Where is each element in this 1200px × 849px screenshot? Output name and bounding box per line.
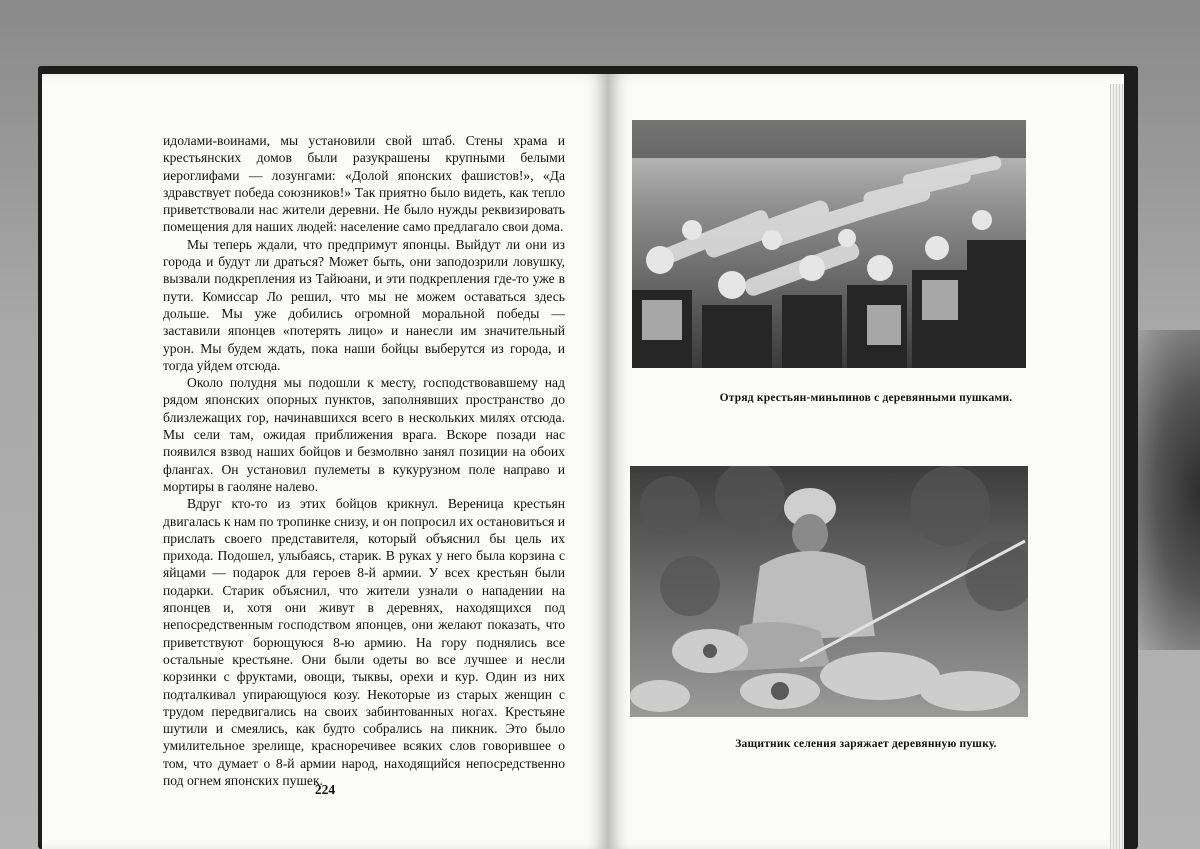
open-book: [38, 66, 1138, 849]
page-edges: [1110, 84, 1124, 849]
photo-peasant-detachment: [632, 120, 1026, 368]
right-page: [608, 74, 1124, 849]
left-page: [42, 74, 608, 849]
photo-1-caption: Отряд крестьян-миньпинов с деревянными пушками.: [719, 392, 1013, 404]
paragraph: Около полудня мы подошли к месту, господствовавшему над рядом японских опорных пунктов, заполнявших пространство до близлежащих гор, начинавшихся всего в нескольких милях отсюда. Мы сели там, ожидая приближения врага. Вскоре позади нас появился взвод наших бойцов и безмолвно занял позиции на обоих флангах. Он установил пулеметы в кукурузном поле направо и мортиры в гаоляне налево.: [163, 375, 565, 494]
paragraph: Мы теперь ждали, что предпримут японцы. Выйдут ли они из города и будут ли драться? Может быть, они заподозрили ловушку, вызвали подкрепления из Тайюани, и эти подкрепления где-то уже в пути. Комиссар Ло решил, что мы не можем оставаться здесь дольше. Мы уже добились огромной моральной победы — заставили японцев «потерять лицо» и нанесли им значительный урон. Мы будем ждать, пока наши бойцы выберутся из города, и тогда уйдем отсюда.: [163, 236, 565, 373]
paragraph: Вдруг кто-то из этих бойцов крикнул. Вереница крестьян двигалась к нам по тропинке снизу, и он попросил их остановиться и прислать своего представителя, который объяснил бы цель их прихода. Подошел, улыбаясь, старик. В руках у него была корзина с яйцами — подарок для героев 8-й армии. У всех крестьян были подарки. Старик объяснил, что жители узнали о нападении на японцев и, хотя они живут в деревнях, находящихся под непосредственным господством японцев, они желают показать, что приветствуют борющуюся 8-ю армию. На гору поднялись все остальные крестьяне. Они были одеты во все лучшее и несли корзинки с фруктами, овощи, тыквы, орехи и кур. Один из них подталкивал упирающуюся козу. Некоторые из старых женщин с трудом передвигались на своих забинтованных ногах. Крестьяне шутили и смеялись, как будто собрались на пикник. Это было умилительное зрелище, красноречивее всяких слов говорившее о том, что думает о 8-й армии народ, находящийся непосредственно под огнем японских пушек.: [163, 496, 565, 788]
scanner-shadow: [1130, 330, 1200, 650]
page-number: 224: [314, 782, 336, 797]
photo-village-defender: [630, 466, 1028, 717]
paragraph: идолами-воинами, мы установили свой штаб. Стены храма и крестьянских домов были разукрашены крупными белыми иероглифами — лозунгами: «Долой японских фашистов!», «Да здравствует победа союзников!» Так приятно было видеть, как тепло приветствовали нас жители деревни. Не было нужды реквизировать помещения для наших людей: население само предлагало свои дома.: [163, 133, 565, 235]
photo-2-caption: Защитник селения заряжает деревянную пушку.: [735, 738, 997, 750]
left-page-text: [163, 132, 565, 789]
